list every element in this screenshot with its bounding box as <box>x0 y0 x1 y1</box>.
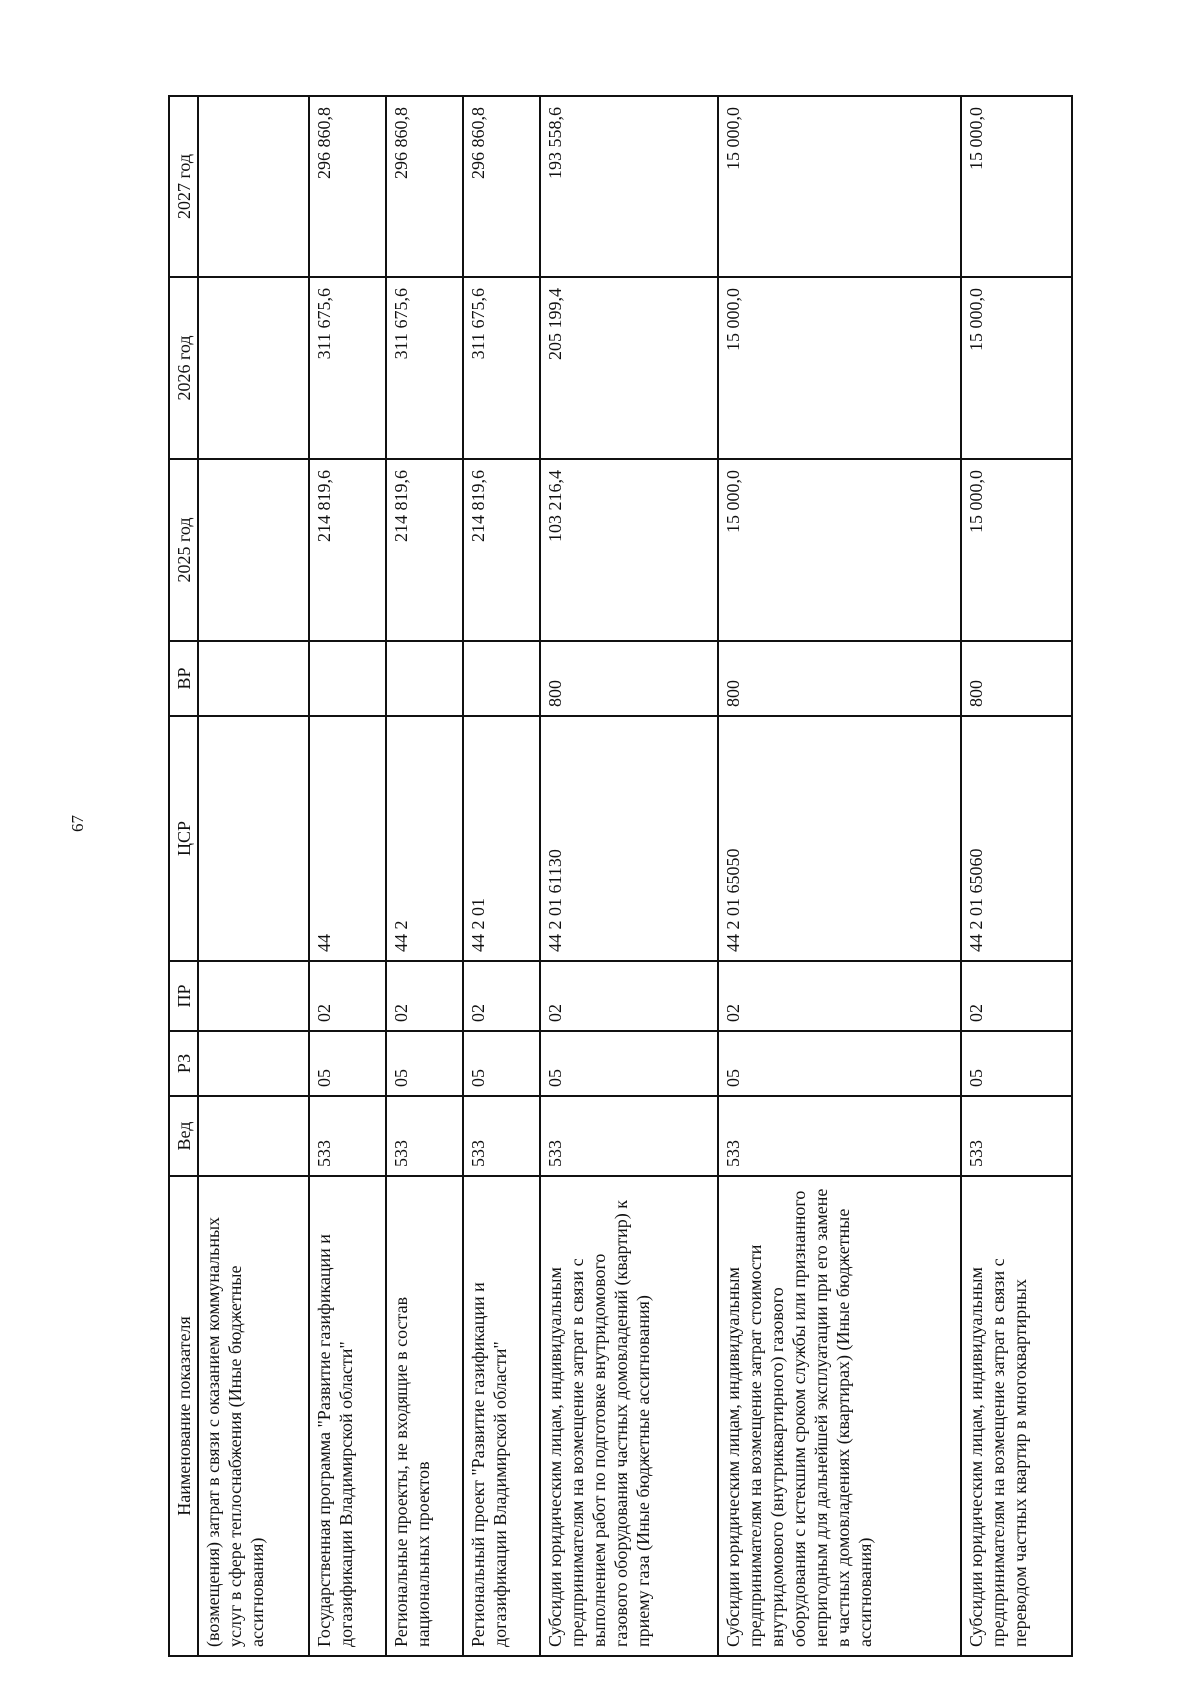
row-rz: 05 <box>540 1031 717 1096</box>
row-value-2025: 15 000,0 <box>718 459 962 641</box>
table-row <box>309 96 386 1656</box>
row-ved: 533 <box>463 1096 540 1176</box>
rotated-table-wrapper <box>168 97 1073 1657</box>
row-ved: 533 <box>540 1096 717 1176</box>
header-2026: 2026 год <box>169 277 198 459</box>
header-name: Наименование показателя <box>169 1176 198 1656</box>
row-vr <box>463 641 540 716</box>
row-value-2026: 15 000,0 <box>961 277 1072 459</box>
row-ved: 533 <box>961 1096 1072 1176</box>
row-value-2025: 214 819,6 <box>309 459 386 641</box>
budget-table <box>168 95 1073 1657</box>
row-pr: 02 <box>540 961 717 1031</box>
row-name: Региональные проекты, не входящие в состав национальных проектов <box>386 1176 463 1656</box>
row-rz: 05 <box>309 1031 386 1096</box>
row-name: Субсидии юридическим лицам, индивидуальным предпринимателям на возмещение затрат в связи с выполнением работ по подготовке внутридомового газового оборудования частных домовладений (квартир) к приему газа (Иные бюджетные ассигнования) <box>540 1176 717 1656</box>
row-name: (возмещения) затрат в связи с оказанием коммунальных услуг в сфере теплоснабжения (Иные бюджетные ассигнования) <box>198 1176 309 1656</box>
row-csr: 44 2 01 <box>463 716 540 961</box>
row-ved: 533 <box>386 1096 463 1176</box>
row-rz <box>198 1031 309 1096</box>
table-row <box>386 96 463 1656</box>
row-value-2026 <box>198 277 309 459</box>
row-value-2026: 311 675,6 <box>463 277 540 459</box>
row-pr: 02 <box>961 961 1072 1031</box>
row-name: Субсидии юридическим лицам, индивидуальным предпринимателям на возмещение затрат стоимости внутридомового (внутриквартирного) газового оборудования с истекшим сроком службы или признанного непригодным для дальнейшей эксплуатации при его замене в частных домовладениях (квартирах) (Иные бюджетные ассигнования) <box>718 1176 962 1656</box>
row-vr <box>386 641 463 716</box>
row-pr: 02 <box>386 961 463 1031</box>
row-pr: 02 <box>463 961 540 1031</box>
row-value-2025 <box>198 459 309 641</box>
table-row <box>463 96 540 1656</box>
row-ved <box>198 1096 309 1176</box>
header-2027: 2027 год <box>169 96 198 277</box>
row-name: Государственная программа "Развитие газификации и догазификации Владимирской области" <box>309 1176 386 1656</box>
row-value-2025: 214 819,6 <box>463 459 540 641</box>
header-csr: ЦСР <box>169 716 198 961</box>
table-header-row <box>169 96 198 1656</box>
row-csr: 44 2 <box>386 716 463 961</box>
row-value-2027: 193 558,6 <box>540 96 717 277</box>
row-pr <box>198 961 309 1031</box>
row-value-2027 <box>198 96 309 277</box>
row-value-2026: 311 675,6 <box>386 277 463 459</box>
row-csr: 44 2 01 65060 <box>961 716 1072 961</box>
header-pr: ПР <box>169 961 198 1031</box>
table-row <box>718 96 962 1656</box>
row-value-2025: 214 819,6 <box>386 459 463 641</box>
row-rz: 05 <box>961 1031 1072 1096</box>
row-ved: 533 <box>309 1096 386 1176</box>
row-value-2027: 296 860,8 <box>309 96 386 277</box>
header-vr: ВР <box>169 641 198 716</box>
row-pr: 02 <box>718 961 962 1031</box>
row-vr <box>198 641 309 716</box>
row-value-2027: 296 860,8 <box>386 96 463 277</box>
row-value-2025: 15 000,0 <box>961 459 1072 641</box>
row-rz: 05 <box>718 1031 962 1096</box>
row-rz: 05 <box>386 1031 463 1096</box>
row-ved: 533 <box>718 1096 962 1176</box>
row-value-2026: 311 675,6 <box>309 277 386 459</box>
row-csr: 44 2 01 61130 <box>540 716 717 961</box>
row-vr: 800 <box>540 641 717 716</box>
page-number: 67 <box>68 815 87 832</box>
row-csr <box>198 716 309 961</box>
table-row <box>540 96 717 1656</box>
row-csr: 44 <box>309 716 386 961</box>
header-rz: РЗ <box>169 1031 198 1096</box>
row-vr: 800 <box>718 641 962 716</box>
table-row <box>961 96 1072 1656</box>
row-csr: 44 2 01 65050 <box>718 716 962 961</box>
row-value-2027: 15 000,0 <box>718 96 962 277</box>
row-rz: 05 <box>463 1031 540 1096</box>
row-name: Субсидии юридическим лицам, индивидуальным предпринимателям на возмещение затрат в связи с переводом частных квартир в многоквартирных <box>961 1176 1072 1656</box>
row-pr: 02 <box>309 961 386 1031</box>
row-name: Региональный проект "Развитие газификации и догазификации Владимирской области" <box>463 1176 540 1656</box>
row-vr: 800 <box>961 641 1072 716</box>
table-row <box>198 96 309 1656</box>
row-value-2026: 15 000,0 <box>718 277 962 459</box>
row-value-2025: 103 216,4 <box>540 459 717 641</box>
header-2025: 2025 год <box>169 459 198 641</box>
row-value-2027: 296 860,8 <box>463 96 540 277</box>
row-value-2026: 205 199,4 <box>540 277 717 459</box>
header-ved: Вед <box>169 1096 198 1176</box>
row-value-2027: 15 000,0 <box>961 96 1072 277</box>
row-vr <box>309 641 386 716</box>
